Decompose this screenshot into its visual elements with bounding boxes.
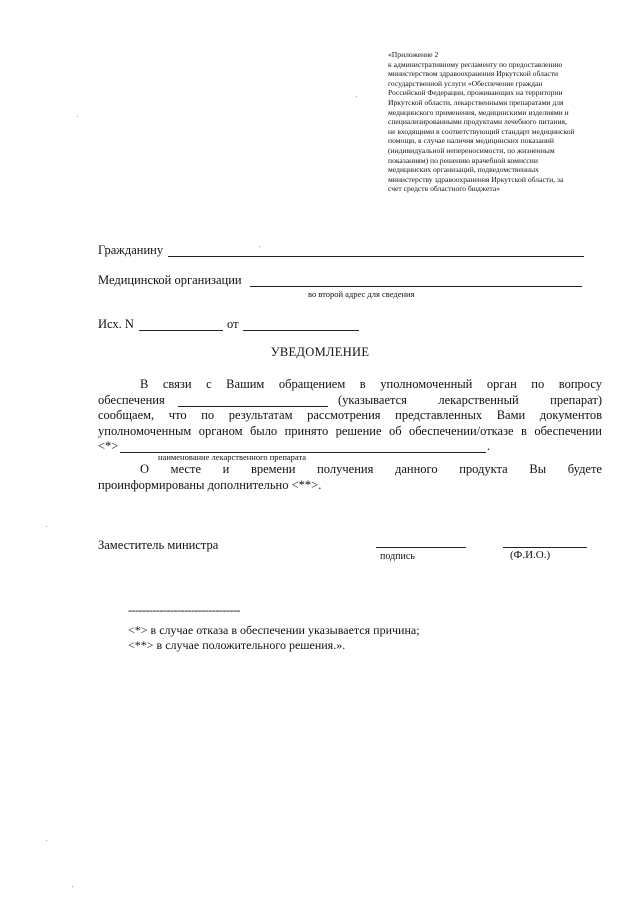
- appendix-line: министерством здравоохранения Иркутской области: [388, 69, 559, 79]
- p1-line5-end: .: [487, 439, 491, 453]
- appendix-last-line: счет средств областного бюджета»: [388, 184, 501, 194]
- ref-number-field[interactable]: [139, 330, 223, 331]
- appendix-line: помощи, в случае наличия медицинских показаний: [388, 136, 554, 146]
- scan-speck: [46, 526, 47, 527]
- appendix-title: «Приложение 2: [388, 50, 439, 59]
- scan-speck: [77, 116, 78, 117]
- footnote-1: <*> в случае отказа в обеспечении указывается причина;: [128, 623, 420, 637]
- fio-caption: (Ф.И.О.): [510, 549, 551, 561]
- appendix-line: Российской Федерации, проживающих на территории: [388, 88, 563, 98]
- appendix-line: Иркутской области, лекарственными препаратами для: [388, 97, 564, 107]
- appendix-line: не входящими в соответствующий стандарт медицинской: [388, 126, 575, 136]
- med-org-field[interactable]: [250, 286, 582, 287]
- appendix-header: [388, 50, 600, 194]
- p1-line1: В связи с Вашим обращением в уполномоченный орган по вопросу: [140, 377, 602, 391]
- appendix-line: к административному регламенту по предоставлению: [388, 59, 563, 69]
- p2-line1: О месте и времени получения данного продукта Вы будете: [140, 462, 602, 476]
- citizen-field[interactable]: [168, 256, 584, 257]
- paragraph-2: [98, 462, 602, 493]
- page-title: УВЕДОМЛЕНИЕ: [270, 345, 370, 359]
- p2-line2: проинформированы дополнительно <**>.: [98, 477, 322, 492]
- appendix-line: специализированными продуктами лечебного питания,: [388, 117, 567, 127]
- appendix-line: показаниям) по решению врачебной комиссии: [388, 155, 538, 165]
- p1-line2-end: (указывается лекарственный препарат): [338, 392, 602, 407]
- p1-line5-start: <*>: [98, 439, 119, 453]
- drug-name-caption: наименование лекарственного препарата: [158, 452, 307, 462]
- scan-speck: [72, 886, 73, 887]
- drug-field[interactable]: [178, 406, 328, 407]
- ref-date-field[interactable]: [243, 330, 359, 331]
- p1-line2-start: обеспечения: [98, 392, 165, 407]
- citizen-label: Гражданину: [98, 243, 164, 257]
- scan-speck: [356, 96, 357, 97]
- paragraph-1: [98, 377, 602, 455]
- p1-line4: уполномоченным органом было принято решение об обеспечении/отказе в обеспечении: [98, 423, 602, 438]
- p1-line2: [98, 393, 602, 409]
- med-org-caption: во второй адрес для сведения: [308, 289, 415, 299]
- med-org-label: Медицинской организации: [98, 273, 242, 287]
- p1-line3: сообщаем, что по результатам рассмотрения представленных Вами документов: [98, 408, 602, 422]
- signer-position: Заместитель министра: [98, 538, 219, 552]
- appendix-line: государственной услуги «Обеспечение граждан: [388, 78, 543, 88]
- fio-field[interactable]: [503, 547, 587, 548]
- appendix-line: (индивидуальной непереносимости, по жизненным: [388, 145, 555, 155]
- footnote-separator: --------------------------------: [128, 603, 240, 617]
- appendix-line: медицинского применения, медицинскими изделиями и: [388, 107, 569, 117]
- scan-speck: [46, 840, 47, 841]
- ref-label: Исх. N: [98, 317, 134, 331]
- signature-caption: подпись: [380, 551, 415, 562]
- scan-speck: [259, 246, 260, 247]
- appendix-line: министерству здравоохранения Иркутской области, за: [388, 174, 564, 184]
- footnote-2: <**> в случае положительного решения.».: [128, 638, 346, 652]
- ref-from-label: от: [227, 317, 239, 331]
- appendix-line: медицинских организаций, подведомственных: [388, 165, 539, 175]
- signature-field[interactable]: [376, 547, 466, 548]
